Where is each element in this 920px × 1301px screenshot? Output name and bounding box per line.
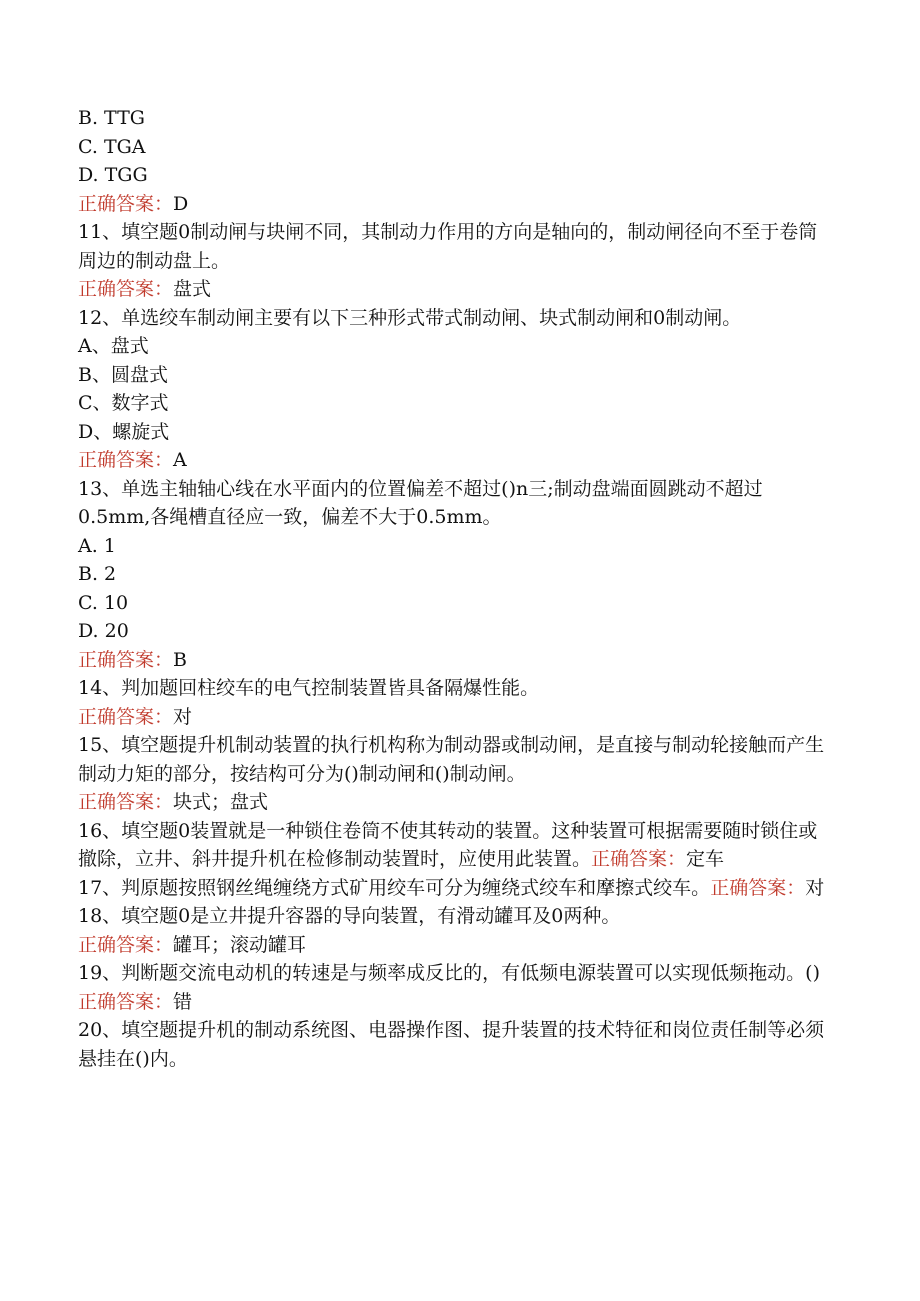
answer-value: 对 [805,876,825,899]
question-text: 11、填空题0制动闸与块闸不同，其制动力作用的方向是轴向的，制动闸径向不至于卷筒周边的制动盘上。 [78,221,818,272]
answer-value: 块式；盘式 [173,791,269,813]
answer-value: 对 [173,705,193,728]
answer-line [78,646,826,675]
answer-label: 正确答案： [78,192,174,215]
answer-value: D [173,192,189,215]
answer-label: 正确答案： [78,791,174,813]
answer-value: 错 [173,990,193,1013]
answer-option: D. TGG [78,164,148,186]
question-text: 20、填空题提升机的制动系统图、电器操作图、提升装置的技术特征和岗位责任制等必须悬挂在()内。 [78,1019,825,1070]
answer-label: 正确答案： [78,278,174,300]
answer-option: A. 1 [78,534,116,557]
answer-option: B. TTG [78,107,145,129]
question-with-answer [78,874,826,903]
answer-line [78,446,826,475]
answer-label: 正确答案： [78,648,174,671]
question-with-answer [78,817,826,874]
answer-option: C. 10 [78,591,129,614]
answer-line [78,275,826,304]
question-text: 18、填空题0是立井提升容器的导向装置，有滑动罐耳及0两种。 [78,905,621,927]
answer-label: 正确答案： [591,848,687,870]
answer-option: C、数字式 [78,392,169,414]
question-text: 15、填空题提升机制动装置的执行机构称为制动器或制动闸，是直接与制动轮接触而产生制动力矩的部分，按结构可分为()制动闸和()制动闸。 [78,734,825,785]
answer-line [78,190,826,219]
answer-value: 罐耳；滚动罐耳 [173,933,307,956]
answer-line [78,931,826,960]
answer-value: 定车 [686,848,725,870]
question-text: 13、单选主轴轴心线在水平面内的位置偏差不超过()n三;制动盘端面圆跳动不超过0.5mm,各绳槽直径应一致，偏差不大于0.5mm。 [78,477,763,528]
answer-option: B、圆盘式 [78,363,168,386]
answer-value: B [173,648,187,671]
answer-option: C. TGA [78,135,146,158]
answer-line [78,703,826,732]
answer-label: 正确答案： [78,990,174,1013]
answer-option: D. 20 [78,620,129,642]
question-text: 14、判加题回柱绞车的电气控制装置皆具备隔爆性能。 [78,677,540,699]
answer-line [78,788,826,817]
answer-option: A、盘式 [78,335,149,357]
answer-option: B. 2 [78,563,117,585]
answer-line [78,988,826,1017]
question-list [78,104,826,1073]
answer-value: 盘式 [173,278,212,300]
answer-label: 正确答案： [78,449,174,471]
answer-value: A [173,449,187,471]
answer-option: D、螺旋式 [78,420,170,443]
question-text: 16、填空题0装置就是一种锁住卷筒不使其转动的装置。这种装置可根据需要随时锁住或撤除，立井、斜井提升机在检修制动装置时，应使用此装置。 [78,819,818,870]
question-text: 12、单选绞车制动闸主要有以下三种形式带式制动闸、块式制动闸和0制动闸。 [78,306,742,329]
question-text: 19、判断题交流电动机的转速是与频率成反比的，有低频电源装置可以实现低频拖动。() [78,962,821,984]
answer-label: 正确答案： [710,876,806,899]
answer-label: 正确答案： [78,933,174,956]
question-text: 17、判原题按照钢丝绳缠绕方式矿用绞车可分为缠绕式绞车和摩擦式绞车。 [78,876,711,899]
answer-label: 正确答案： [78,705,174,728]
